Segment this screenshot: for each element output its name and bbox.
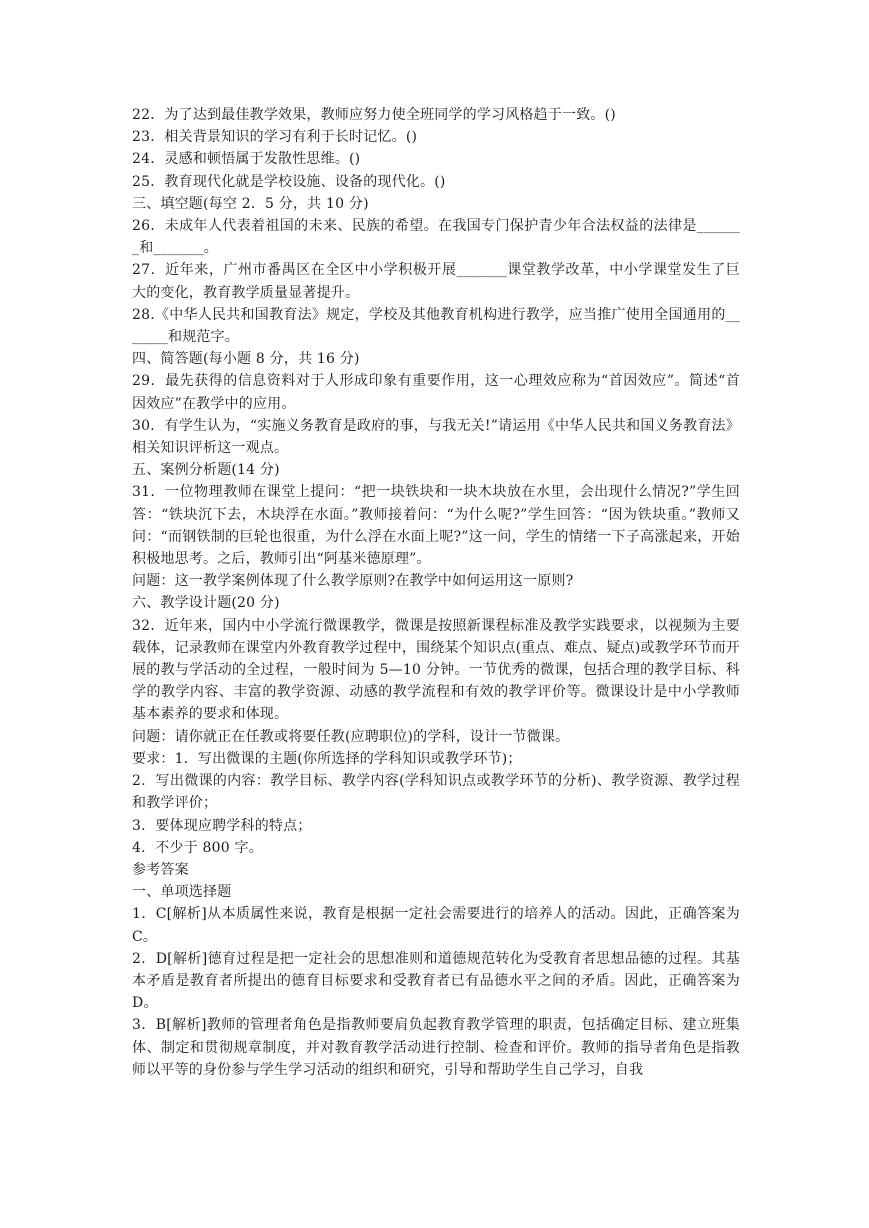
question-26: 26．未成年人代表着祖国的未来、民族的希望。在我国专门保护青少年合法权益的法律是_______和_______。 (132, 218, 740, 257)
section-heading-fill-in: 三、填空题(每空 2．5 分，共 10 分) (132, 195, 369, 212)
question-23: 23．相关背景知识的学习有利于长时记忆。() (132, 129, 418, 146)
answers-section-single-choice: 一、单项选择题 (132, 884, 232, 901)
question-24: 24．灵感和顿悟属于发散性思维。() (132, 151, 361, 168)
requirement-4: 4．不少于 800 字。 (132, 839, 263, 856)
answer-1: 1．C[解析]从本质属性来说，教育是根据一定社会需要进行的培养人的活动。因此，正确答案为 C。 (132, 906, 740, 945)
requirement-1: 要求：1．写出微课的主题(你所选择的学科知识或教学环节)； (132, 750, 522, 767)
question-25: 25．教育现代化就是学校设施、设备的现代化。() (132, 173, 446, 190)
requirement-2: 2．写出微课的内容：教学目标、教学内容(学科知识点或教学环节的分析)、教学资源、教学过程和教学评价； (132, 773, 740, 812)
requirement-3: 3．要体现应聘学科的特点； (132, 817, 312, 834)
question-30: 30．有学生认为，“实施义务教育是政府的事，与我无关!”请运用《中华人民共和国义务教育法》相关知识评析这一观点。 (132, 417, 740, 457)
question-31-prompt: 问题：这一教学案例体现了什么教学原则?在教学中如何运用这一原则? (132, 573, 574, 590)
question-29: 29．最先获得的信息资料对于人形成印象有重要作用，这一心理效应称为“首因效应”。简述“首因效应”在教学中的应用。 (132, 373, 740, 412)
answers-heading: 参考答案 (132, 861, 189, 878)
document-page (132, 104, 740, 1081)
section-heading-teaching-design: 六、教学设计题(20 分) (132, 595, 280, 612)
question-31: 31．一位物理教师在课堂上提问：“把一块铁块和一块木块放在水里，会出现什么情况?”学生回答：“铁块沉下去，木块浮在水面。”教师接着问：“为什么呢?”学生回答：“因为铁块重。”教师又问：“而钢铁制的巨轮也很重，为什么浮在水面上呢?”这一问，学生的情绪一下子高涨起来，开始积极地思考。之后，教师引出“阿基米德原理”。 (132, 484, 740, 568)
section-heading-case-analysis: 五、案例分析题(14 分) (132, 462, 280, 479)
answer-2: 2．D[解析]德育过程是把一定社会的思想准则和道德规范转化为受教育者思想品德的过程。其基本矛盾是教育者所提出的德育目标要求和受教育者已有品德水平之间的矛盾。因此，正确答案为 D。 (132, 950, 740, 1012)
question-28: 28.《中华人民共和国教育法》规定，学校及其他教育机构进行教学，应当推广使用全国通用的_______和规范字。 (132, 306, 740, 346)
question-32-prompt: 问题：请你就正在任教或将要任教(应聘职位)的学科，设计一节微课。 (132, 728, 570, 745)
question-22: 22．为了达到最佳教学效果，教师应努力使全班同学的学习风格趋于一致。() (132, 107, 616, 123)
question-32: 32．近年来，国内中小学流行微课教学，微课是按照新课程标准及教学实践要求，以视频为主要载体，记录教师在课堂内外教育教学过程中，围绕某个知识点(重点、难点、疑点)或教学环节而开展的教与学活动的全过程，一般时间为 5—10 分钟。一节优秀的微课，包括合理的教学目标、科学的教学内容、丰富的教学资源、动感的教学流程和有效的教学评价等。微课设计是中小学教师基本素养的要求和体现。 (132, 617, 740, 723)
question-27: 27．近年来，广州市番禺区在全区中小学积极开展_______课堂教学改革，中小学课堂发生了巨大的变化，教育教学质量显著提升。 (132, 262, 740, 301)
answer-3: 3．B[解析]教师的管理者角色是指教师要肩负起教育教学管理的职责，包括确定目标、建立班集体、制定和贯彻规章制度，并对教育教学活动进行控制、检查和评价。教师的指导者角色是指教师以平等的身份参与学生学习活动的组织和研究，引导和帮助学生自己学习，自我 (132, 1017, 740, 1078)
section-heading-short-answer: 四、简答题(每小题 8 分，共 16 分) (132, 351, 360, 368)
